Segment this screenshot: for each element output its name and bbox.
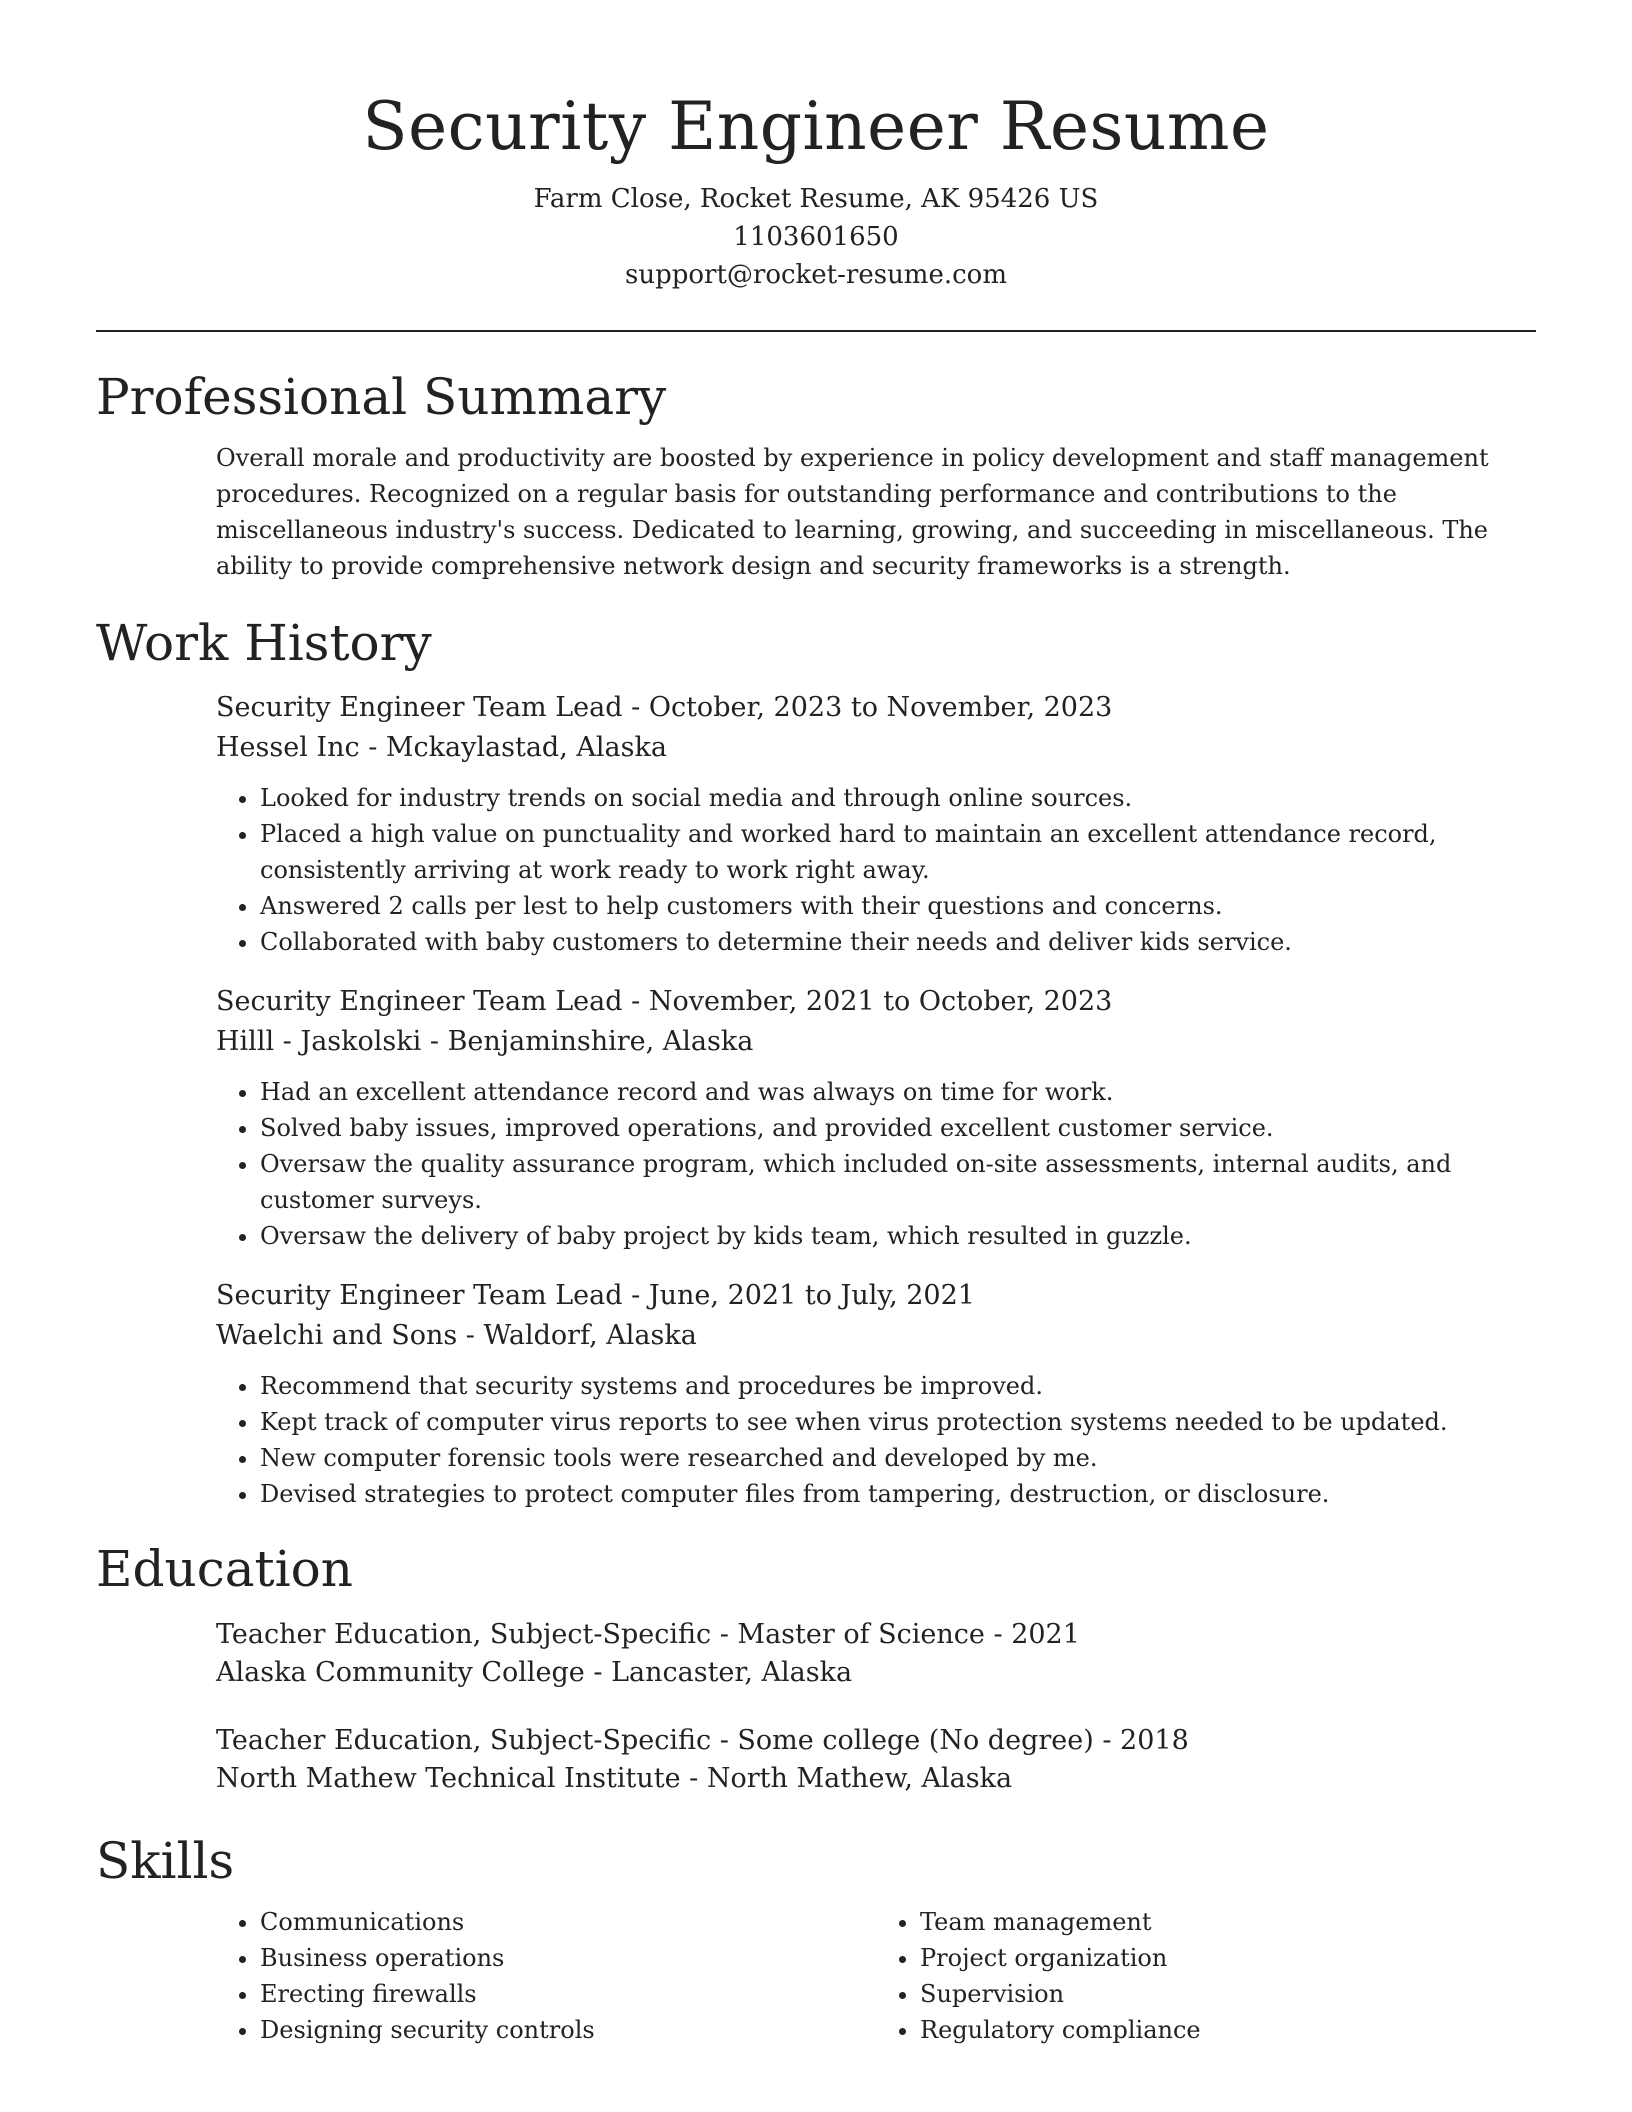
- education-field: Teacher Education, Subject-Specific: [216, 1725, 712, 1756]
- list-item: • Recommend that security systems and procedures be improved.: [260, 1368, 1536, 1404]
- education-school: Alaska Community College: [216, 1657, 585, 1688]
- list-item: • Solved baby issues, improved operations, and provided excellent customer service.: [260, 1110, 1536, 1146]
- list-item: • Team management: [920, 1904, 1536, 1940]
- work-history-heading: Work History: [96, 614, 432, 672]
- education-year: 2021: [1011, 1619, 1080, 1650]
- job-title: Security Engineer Team Lead: [216, 692, 623, 723]
- job-title-line: Security Engineer Team Lead - October, 2023 to November, 2023: [216, 692, 1113, 723]
- list-item: • Oversaw the delivery of baby project by kids team, which resulted in guzzle.: [260, 1218, 1536, 1254]
- job-location: Mckaylastad, Alaska: [385, 732, 667, 763]
- list-item: • Supervision: [920, 1976, 1536, 2012]
- education-heading: Education: [96, 1540, 353, 1598]
- contact-block: [96, 180, 1536, 294]
- education-degree: Master of Science: [737, 1619, 985, 1650]
- skills-columns: [216, 1904, 1536, 2048]
- work-history-section: [96, 608, 1536, 1512]
- summary-section: [96, 362, 1536, 584]
- resume-header: [96, 0, 1536, 294]
- job-location: Benjaminshire, Alaska: [447, 1026, 754, 1057]
- list-item: • Oversaw the quality assurance program, which included on-site assessments, internal audits, and customer surveys.: [260, 1146, 1536, 1218]
- job-company: Hilll - Jaskolski: [216, 1026, 422, 1057]
- list-item: • Business operations: [260, 1940, 876, 1976]
- contact-address: Farm Close, Rocket Resume, AK 95426 US: [533, 184, 1099, 214]
- education-school: North Mathew Technical Institute: [216, 1763, 681, 1794]
- job-bullets: [216, 1074, 1536, 1254]
- list-item: • Collaborated with baby customers to determine their needs and deliver kids service.: [260, 924, 1536, 960]
- list-item: • Devised strategies to protect computer files from tampering, destruction, or disclosure.: [260, 1476, 1536, 1512]
- job-title-line: Security Engineer Team Lead - November, 2021 to October, 2023: [216, 986, 1113, 1017]
- summary-text: Overall morale and productivity are boosted by experience in policy development and staff management procedures. Recognized on a regular basis for outstanding performance and contributions to the miscellaneous industry's success. Dedicated to learning, growing, and succeeding in miscellaneous. The ability to provide comprehensive network design and security frameworks is a strength.: [216, 444, 1489, 580]
- contact-email[interactable]: support@rocket-resume.com: [624, 260, 1007, 290]
- job-title: Security Engineer Team Lead: [216, 1280, 623, 1311]
- resume-title: Security Engineer Resume: [362, 88, 1270, 165]
- list-item: • Looked for industry trends on social media and through online sources.: [260, 780, 1536, 816]
- list-item: • Had an excellent attendance record and was always on time for work.: [260, 1074, 1536, 1110]
- resume-page: [96, 0, 1536, 2048]
- job-company-line: Hessel Inc - Mckaylastad, Alaska: [216, 732, 667, 763]
- education-entry: [216, 1616, 1536, 1692]
- job-company: Hessel Inc: [216, 732, 360, 763]
- job-entry: [216, 1276, 1536, 1512]
- list-item: • Designing security controls: [260, 2012, 876, 2048]
- job-bullets: [216, 780, 1536, 960]
- job-dates: November, 2021 to October, 2023: [648, 986, 1113, 1017]
- education-school-line: North Mathew Technical Institute - North Mathew, Alaska: [216, 1763, 1013, 1794]
- job-location: Waldorf, Alaska: [483, 1320, 697, 1351]
- job-company-line: Hilll - Jaskolski - Benjaminshire, Alaska: [216, 1026, 754, 1057]
- education-degree-line: Teacher Education, Subject-Specific - Some college (No degree) - 2018: [216, 1725, 1189, 1756]
- job-title: Security Engineer Team Lead: [216, 986, 623, 1017]
- education-degree-line: Teacher Education, Subject-Specific - Master of Science - 2021: [216, 1619, 1080, 1650]
- skills-section: [96, 1826, 1536, 2048]
- list-item: • Placed a high value on punctuality and worked hard to maintain an excellent attendance record, consistently arriving at work ready to work right away.: [260, 816, 1536, 888]
- skills-list-right: [876, 1904, 1536, 2048]
- education-year: 2018: [1120, 1725, 1189, 1756]
- list-item: • Regulatory compliance: [920, 2012, 1536, 2048]
- list-item: • Answered 2 calls per lest to help customers with their questions and concerns.: [260, 888, 1536, 924]
- job-dates: June, 2021 to July, 2021: [648, 1280, 975, 1311]
- job-dates: October, 2023 to November, 2023: [648, 692, 1113, 723]
- job-bullets: [216, 1368, 1536, 1512]
- skills-heading: Skills: [96, 1832, 235, 1890]
- job-company: Waelchi and Sons: [216, 1320, 458, 1351]
- job-entry: [216, 982, 1536, 1254]
- job-title-line: Security Engineer Team Lead - June, 2021 to July, 2021: [216, 1280, 975, 1311]
- job-entry: [216, 688, 1536, 960]
- education-section: [96, 1534, 1536, 1798]
- list-item: • Erecting firewalls: [260, 1976, 876, 2012]
- list-item: • Kept track of computer virus reports to see when virus protection systems needed to be updated.: [260, 1404, 1536, 1440]
- contact-phone: 1103601650: [733, 222, 899, 252]
- list-item: • Project organization: [920, 1940, 1536, 1976]
- education-location: North Mathew, Alaska: [706, 1763, 1013, 1794]
- summary-heading: Professional Summary: [96, 368, 667, 426]
- education-entry: [216, 1722, 1536, 1798]
- header-divider: [96, 330, 1536, 332]
- education-degree: Some college (No degree): [737, 1725, 1094, 1756]
- education-field: Teacher Education, Subject-Specific: [216, 1619, 712, 1650]
- job-company-line: Waelchi and Sons - Waldorf, Alaska: [216, 1320, 697, 1351]
- skills-list-left: [216, 1904, 876, 2048]
- education-location: Lancaster, Alaska: [611, 1657, 853, 1688]
- education-school-line: Alaska Community College - Lancaster, Alaska: [216, 1657, 853, 1688]
- list-item: • Communications: [260, 1904, 876, 1940]
- list-item: • New computer forensic tools were researched and developed by me.: [260, 1440, 1536, 1476]
